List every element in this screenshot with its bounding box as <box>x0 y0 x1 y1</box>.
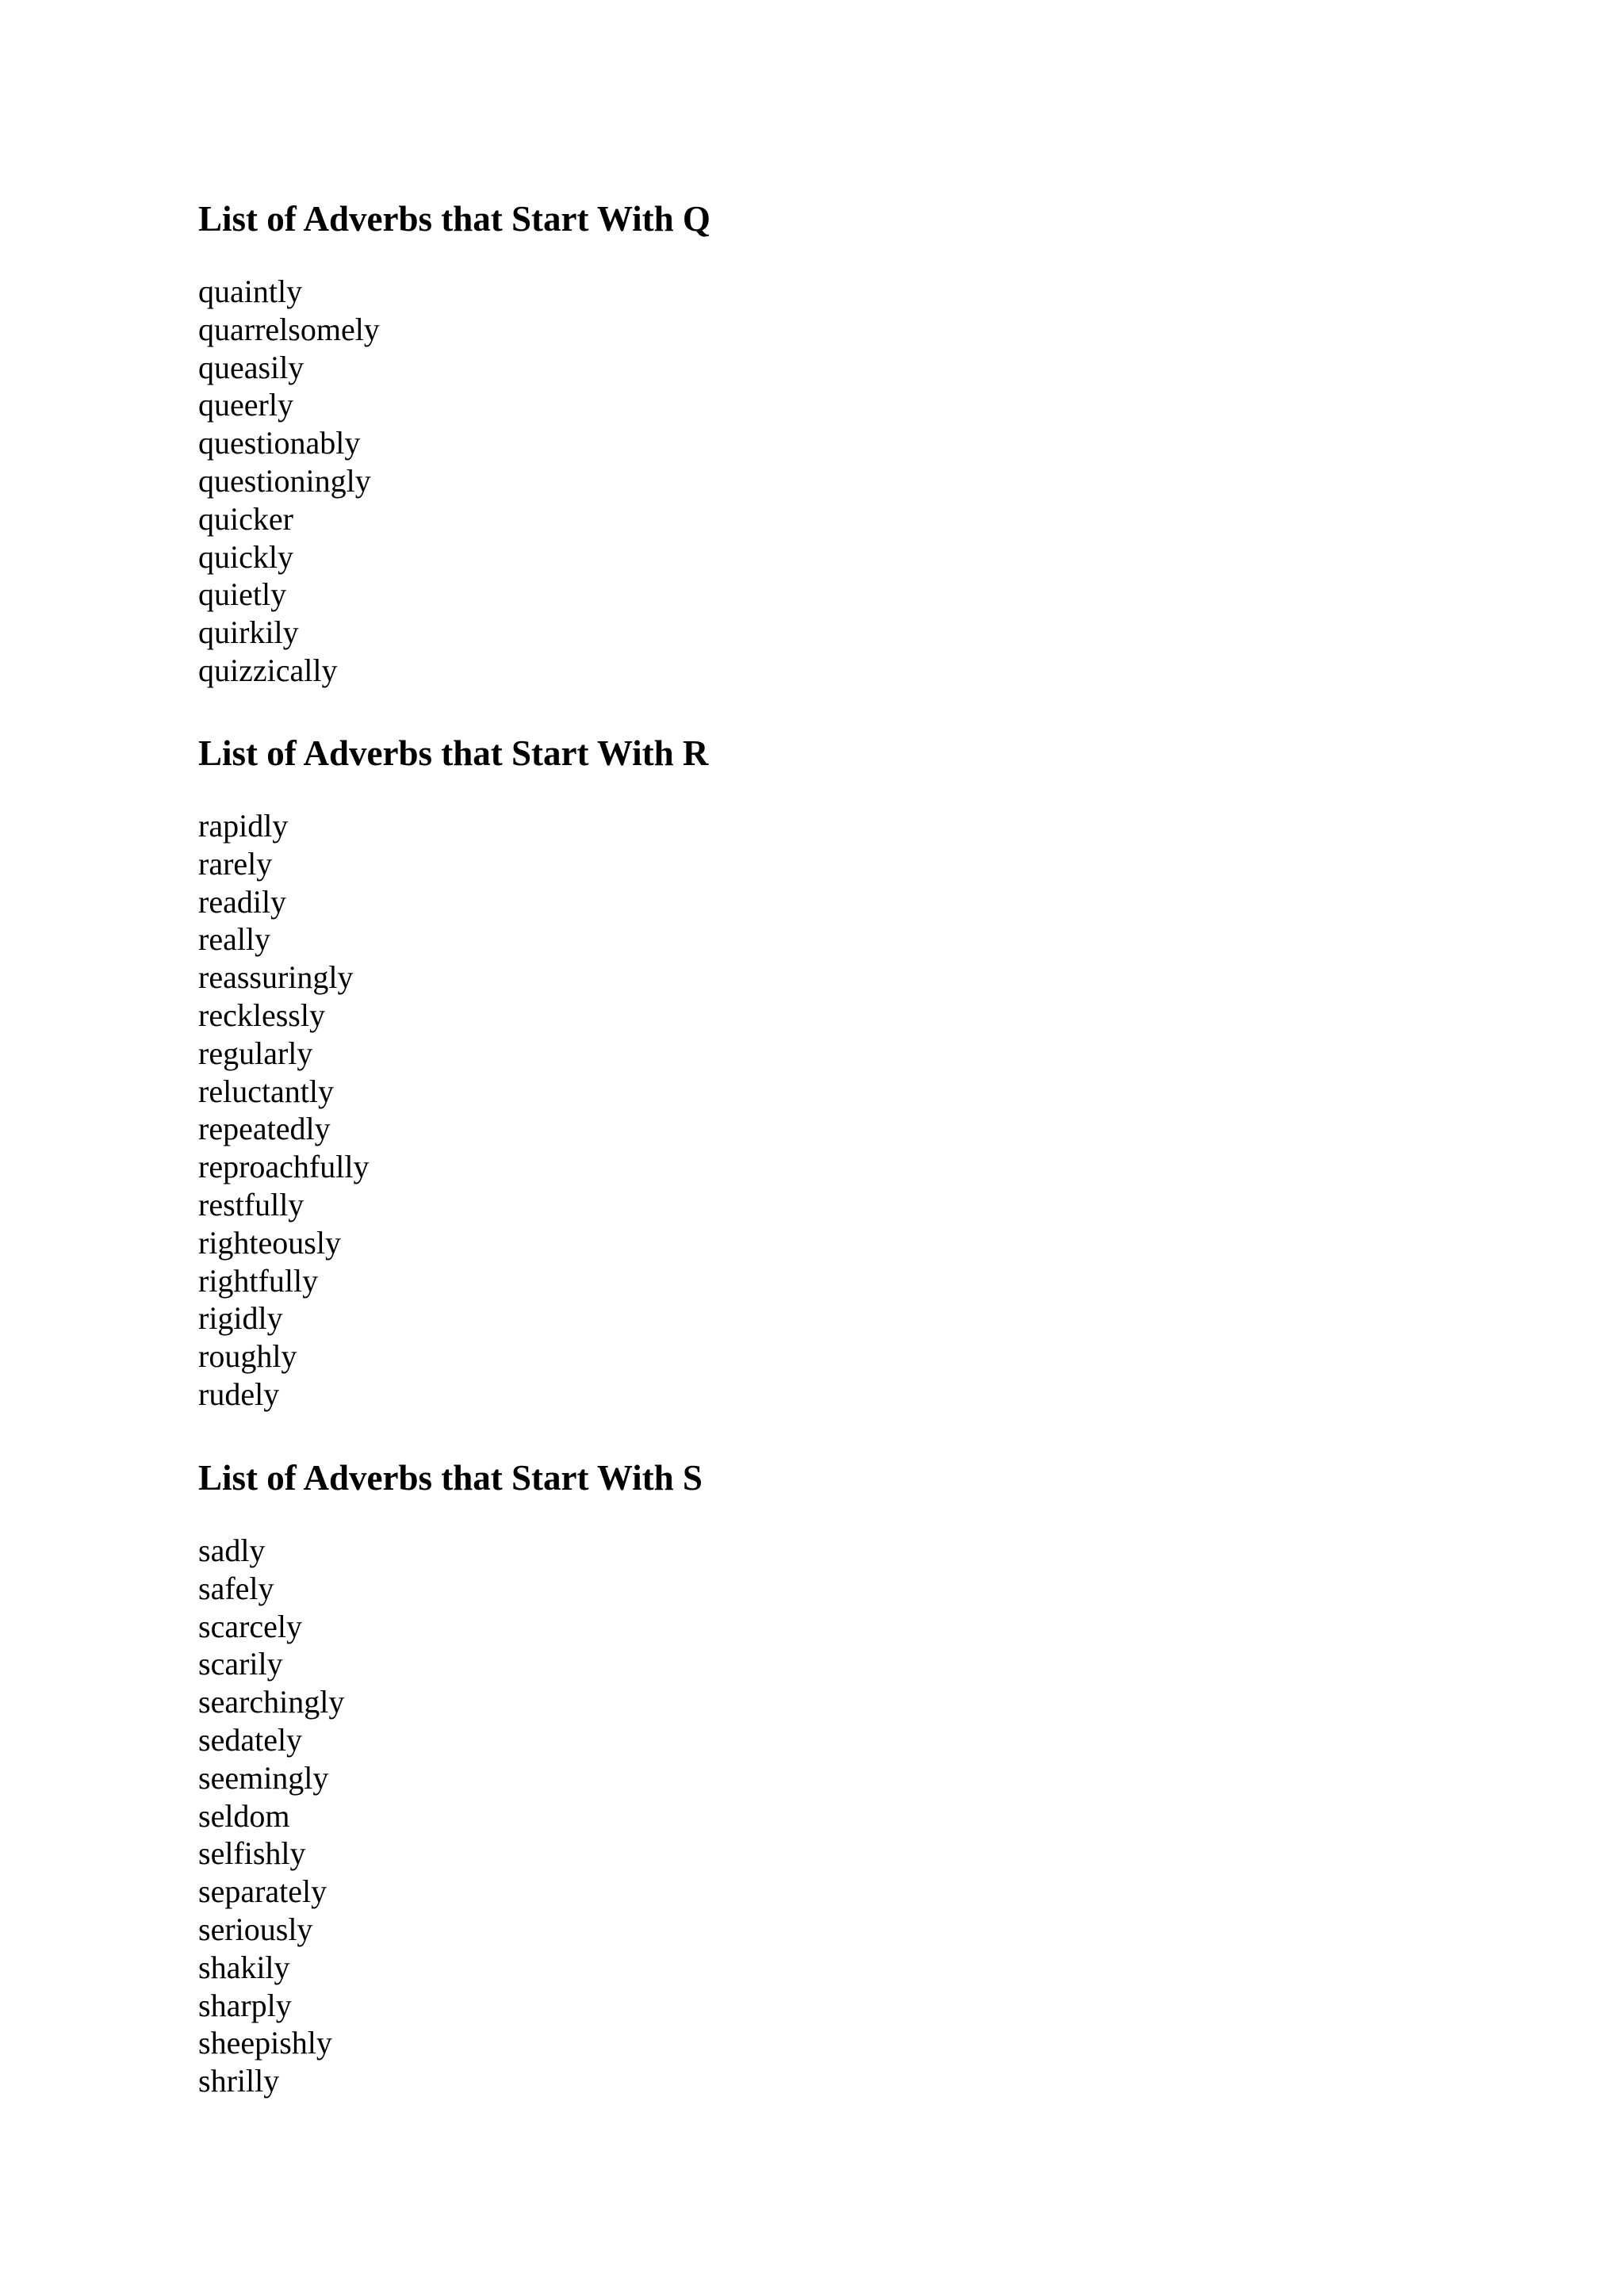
word-item: sheepishly <box>198 2025 332 2061</box>
word-item: questionably <box>198 425 361 461</box>
word-item: searchingly <box>198 1684 345 1720</box>
word-item: rarely <box>198 845 273 882</box>
word-item: safely <box>198 1570 274 1606</box>
word-item: scarily <box>198 1646 283 1682</box>
word-item: roughly <box>198 1338 297 1375</box>
section-heading: List of Adverbs that Start With R <box>198 733 709 773</box>
word-item: really <box>198 921 271 958</box>
section-heading: List of Adverbs that Start With S <box>198 1458 703 1498</box>
word-item: rudely <box>198 1376 280 1412</box>
word-item: quaintly <box>198 274 303 309</box>
word-item: sharply <box>198 1987 292 2023</box>
word-item: reassuringly <box>198 959 354 996</box>
word-item: separately <box>198 1873 327 1910</box>
word-item: quirkily <box>198 614 299 651</box>
word-item: readily <box>198 883 287 920</box>
word-item: quietly <box>198 576 287 613</box>
word-item: quarrelsomely <box>198 311 380 347</box>
word-list <box>198 273 710 690</box>
word-item: quizzically <box>198 652 338 688</box>
word-item: sadly <box>198 1533 266 1568</box>
word-item: reproachfully <box>198 1149 370 1185</box>
word-item: rapidly <box>198 808 289 844</box>
word-item: shakily <box>198 1949 290 1985</box>
word-item: sedately <box>198 1721 303 1758</box>
section-r <box>198 731 708 1414</box>
section-q <box>198 197 710 690</box>
word-item: seriously <box>198 1911 313 1947</box>
word-item: quicker <box>198 500 293 537</box>
word-item: restfully <box>198 1186 304 1223</box>
word-item: questioningly <box>198 462 371 499</box>
word-item: queasily <box>198 349 304 385</box>
word-item: repeatedly <box>198 1111 331 1147</box>
word-item: queerly <box>198 387 293 423</box>
word-item: rightfully <box>198 1262 319 1299</box>
word-item: selfishly <box>198 1835 306 1872</box>
word-list <box>198 807 708 1414</box>
word-item: rigidly <box>198 1300 283 1337</box>
word-item: scarcely <box>198 1608 303 1644</box>
section-s <box>198 1456 703 2100</box>
word-list <box>198 1532 703 2100</box>
section-heading: List of Adverbs that Start With Q <box>198 199 710 239</box>
word-item: seldom <box>198 1797 290 1834</box>
word-item: reluctantly <box>198 1073 335 1109</box>
word-item: seemingly <box>198 1759 329 1796</box>
word-item: shrilly <box>198 2063 280 2099</box>
word-item: regularly <box>198 1035 313 1071</box>
word-item: quickly <box>198 538 293 575</box>
word-item: righteously <box>198 1224 341 1261</box>
word-item: recklessly <box>198 997 325 1033</box>
